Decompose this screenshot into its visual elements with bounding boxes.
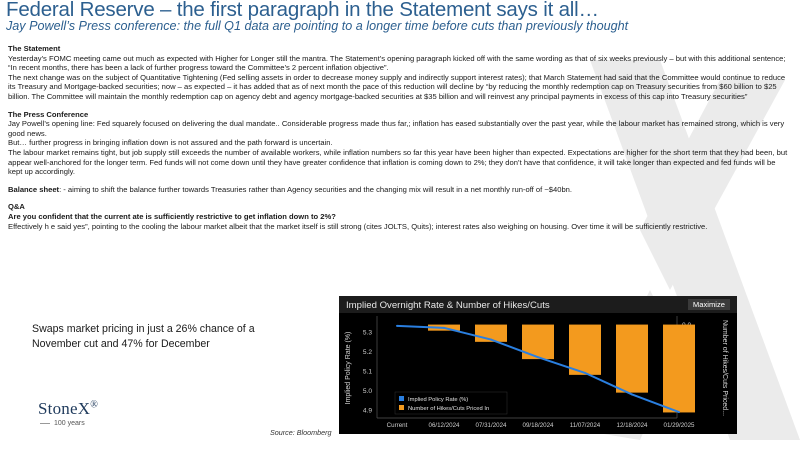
legend-label-rate: Implied Policy Rate (%) bbox=[408, 397, 469, 403]
qa-answer: Effectively h e said yes”, pointing to the cooling the labour market albeit that the market itself is still strong (cites JOLTS, Quits); interest rates also weighing on housing. Over time it will be sufficiently restrictive. bbox=[8, 221, 708, 231]
rates-chart bbox=[339, 296, 737, 434]
main-text bbox=[8, 44, 790, 231]
logo-word: StoneX bbox=[38, 399, 91, 418]
y-left-tick-label: 5.3 bbox=[362, 329, 372, 337]
qa-question: Are you confident that the current ate is sufficiently restrictive to get inflation down to 2%? bbox=[8, 211, 336, 221]
logo-years: 100 years bbox=[54, 420, 85, 427]
balance-sheet-paragraph bbox=[8, 185, 790, 195]
y-left-tick-label: 5.2 bbox=[362, 348, 372, 356]
x-tick-label: Current bbox=[386, 422, 408, 429]
implied-rate-point bbox=[537, 356, 539, 358]
implied-rate-point bbox=[490, 339, 492, 341]
statement-paragraph-2: The next change was on the subject of Quantitative Tightening (Fed selling assets in order to decrease money supply and indirectly support interest rates); that March Statement had said that the Committee would continue to reduce its Treasury and Mortgage-backed securities; now – as expected – it has added that as of next month the pace of this reduction will decline by “by reducing the monthly redemption cap on Treasury securities from $60 billion to $25 billion. The Committee will maintain the monthly redemption cap on agency debt and agency mortgage-backed securities at $35 billion and will reinvest any principal payments in excess of this cap into Treasury securities” bbox=[8, 72, 786, 101]
hikes-cuts-bar bbox=[616, 325, 648, 393]
y-left-tick-label: 5.1 bbox=[362, 368, 372, 376]
logo-registered-mark: ® bbox=[90, 399, 99, 411]
legend-label-hikes: Number of Hikes/Cuts Priced In bbox=[408, 406, 490, 412]
legend-swatch-hikes bbox=[399, 405, 404, 410]
swaps-callout: Swaps market pricing in just a 26% chance of a November cut and 47% for December bbox=[32, 323, 255, 350]
stonex-logo bbox=[38, 399, 98, 427]
implied-rate-point bbox=[396, 325, 398, 327]
implied-rate-point bbox=[443, 327, 445, 329]
y-left-tick-label: 5.0 bbox=[362, 388, 372, 396]
press-paragraph-1: Jay Powell’s opening line: Fed squarely focused on delivering the dual mandate.. Considerable progress made thus far,; inflation has eased substantially over the past year, while the labour market has remained strong, which is very good news. bbox=[8, 119, 785, 138]
page-title: Federal Reserve – the first paragraph in the Statement says it all… bbox=[6, 0, 599, 21]
chart-svg bbox=[339, 296, 737, 434]
hikes-cuts-bar bbox=[663, 325, 695, 413]
balance-sheet-label: Balance sheet bbox=[8, 184, 60, 194]
press-paragraph-2: But… further progress in bringing inflation down is not assured and the path forward is uncertain. bbox=[8, 138, 333, 148]
legend-swatch-rate bbox=[399, 396, 404, 401]
source-note: Source: Bloomberg bbox=[270, 428, 332, 437]
y-left-axis-label: Implied Policy Rate (%) bbox=[345, 331, 352, 405]
implied-rate-point bbox=[631, 393, 633, 395]
x-tick-label: 09/18/2024 bbox=[522, 422, 554, 429]
qa-heading: Q&A bbox=[8, 202, 25, 212]
x-tick-label: 11/07/2024 bbox=[569, 422, 601, 429]
y-left-tick-label: 4.9 bbox=[362, 407, 372, 415]
x-tick-label: 12/18/2024 bbox=[616, 422, 648, 429]
x-tick-label: 07/31/2024 bbox=[475, 422, 507, 429]
statement-paragraph-1: Yesterday’s FOMC meeting came out much as expected with Higher for Longer still the mantra. The Statement’s opening paragraph kicked off with the same wording as that of six weeks previously – but with this additional sentence; “In recent months, there has been a lack of further progress toward the Committee’s 2 percent inflation objective”. bbox=[8, 53, 786, 73]
x-tick-label: 06/12/2024 bbox=[428, 422, 460, 429]
maximize-button[interactable]: Maximize bbox=[688, 299, 730, 310]
chart-title: Implied Overnight Rate & Number of Hikes/Cuts bbox=[346, 300, 550, 311]
press-paragraph-3: The labour market remains tight, but job supply still exceeds the number of available workers, while inflation numbers so far this year have been higher than expected. Expectations are higher for the short term that they had been, but appear well-anchored for the longer term. Fed funds will not come down until they have greater confidence that inflation is coming down to 2%; they don’t have that confidence, it will take longer than expected and fed funds will be kept up accordingly. bbox=[8, 147, 788, 177]
page-subtitle: Jay Powell’s Press conference: the full Q1 data are pointing to a longer time before cuts than previously thought bbox=[6, 19, 629, 33]
implied-rate-point bbox=[678, 411, 680, 413]
balance-sheet-text: : - aiming to shift the balance further towards Treasuries rather than Agency securities and the changing mix will result in a net monthly run-off of ~$40bn. bbox=[59, 184, 573, 194]
hikes-cuts-bar bbox=[569, 325, 601, 375]
statement-heading: The Statement bbox=[8, 44, 61, 53]
x-tick-label: 01/29/2025 bbox=[663, 422, 695, 429]
press-heading: The Press Conference bbox=[8, 109, 89, 119]
y-right-axis-label: Number of Hikes/Cuts Priced... bbox=[721, 319, 728, 417]
implied-rate-point bbox=[584, 372, 586, 374]
